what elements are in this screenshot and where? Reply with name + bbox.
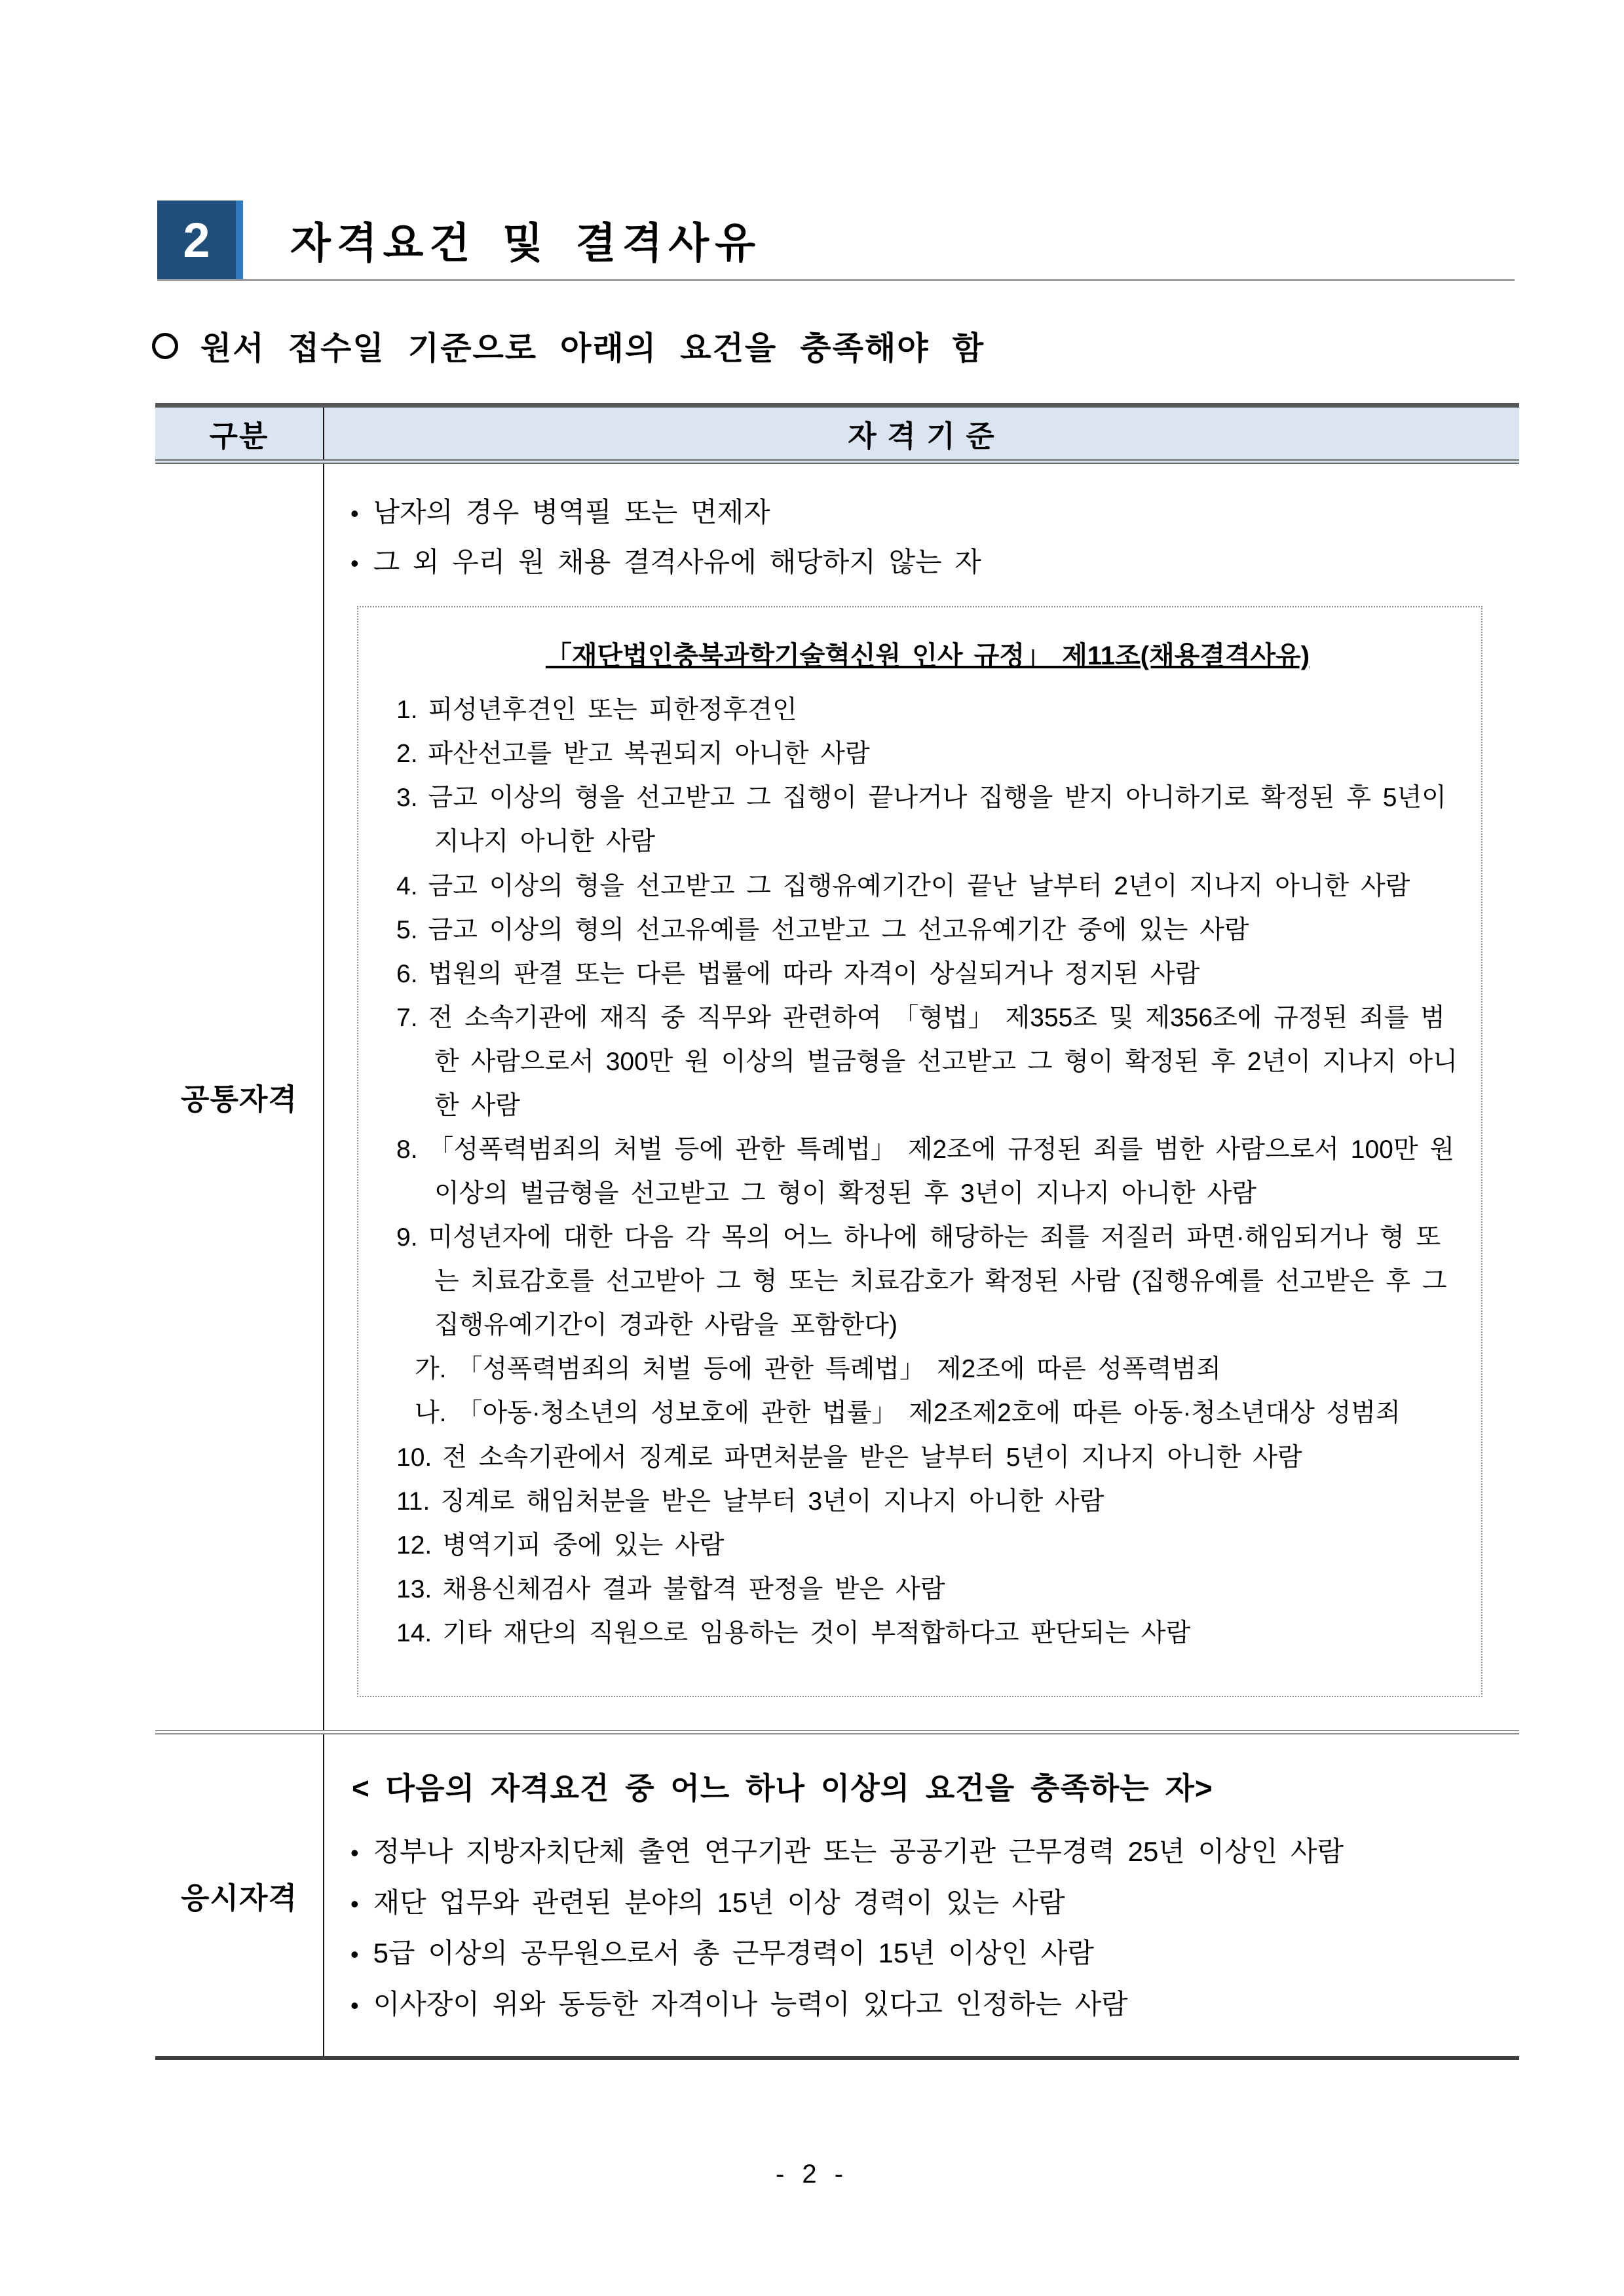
bullet-text: 정부나 지방자치단체 출연 연구기관 또는 공공기관 근무경력 25년 이상인 사람 (373, 1835, 1344, 1867)
bullet-text: 재단 업무와 관련된 분야의 15년 이상 경력이 있는 사람 (373, 1886, 1065, 1918)
list-item (348, 1826, 1501, 1877)
table-row-common-qualification (155, 464, 1519, 1734)
item-number: 가. (415, 1355, 447, 1384)
section-header (157, 201, 1515, 281)
item-text: 전 소속기관에 재직 중 직무와 관련하여 「형법」 제355조 및 제356조에 규정된 죄를 범한 사람으로서 300만 원 이상의 벌금형을 선고받고 그 형이 확정된 후 2년이 지나지 아니한 사람 (428, 1003, 1458, 1120)
section-number: 2 (183, 212, 210, 267)
application-qualification-content (324, 1734, 1519, 2056)
bullet-icon: • (350, 1839, 359, 1866)
list-item (348, 1928, 1501, 1979)
regulation-item (396, 1611, 1459, 1655)
regulation-item (396, 1215, 1459, 1347)
intro-line (152, 323, 1519, 369)
row-label-apply: 응시자격 (155, 1734, 324, 2056)
item-text: 「성폭력범죄의 처벌 등에 관한 특례법」 제2조에 따른 성폭력범죄 (457, 1355, 1221, 1384)
item-number: 나. (415, 1399, 447, 1428)
item-text: 기타 재단의 직원으로 임용하는 것이 부적합하다고 판단되는 사람 (442, 1618, 1191, 1647)
list-item (348, 537, 1501, 587)
bullet-text: 그 외 우리 원 채용 결격사유에 해당하지 않는 자 (373, 546, 981, 577)
row-label-common: 공통자격 (155, 464, 324, 1730)
regulation-box (357, 606, 1482, 1697)
item-number: 3. (396, 784, 418, 813)
regulation-item (396, 1436, 1459, 1480)
item-number: 12. (396, 1531, 432, 1559)
item-number: 1. (396, 696, 418, 725)
regulation-item (396, 952, 1459, 996)
bullet-text: 5급 이상의 공무원으로서 총 근무경력이 15년 이상인 사람 (373, 1938, 1094, 1969)
common-qualification-content (324, 464, 1519, 1730)
circle-bullet-icon (152, 333, 178, 359)
list-item (348, 1877, 1501, 1928)
table-header-row (155, 408, 1519, 464)
bullet-icon: • (350, 500, 359, 527)
item-text: 「성폭력범죄의 처벌 등에 관한 특례법」 제2조에 규정된 죄를 범한 사람으로서 100만 원 이상의 벌금형을 선고받고 그 형이 확정된 후 3년이 지나지 아니한 사람 (428, 1135, 1455, 1208)
bullet-icon: • (350, 1991, 359, 2019)
item-text: 징계로 해임처분을 받은 날부터 3년이 지나지 아니한 사람 (440, 1487, 1105, 1516)
regulation-item (396, 1128, 1459, 1215)
section-number-box (157, 201, 243, 279)
item-number: 8. (396, 1135, 418, 1164)
item-number: 14. (396, 1618, 432, 1647)
section-title: 자격요건 및 결격사유 (290, 220, 761, 267)
item-number: 5. (396, 915, 418, 944)
intro-text: 원서 접수일 기준으로 아래의 요건을 충족해야 함 (200, 329, 985, 367)
item-number: 7. (396, 1003, 418, 1032)
item-number: 2. (396, 740, 418, 769)
item-text: 금고 이상의 형의 선고유예를 선고받고 그 선고유예기간 중에 있는 사람 (428, 915, 1249, 944)
apply-heading: < 다음의 자격요건 중 어느 하나 이상의 요건을 충족하는 자> (352, 1770, 1213, 1805)
regulation-item (415, 1391, 1459, 1435)
item-number: 9. (396, 1223, 418, 1252)
item-text: 「아동·청소년의 성보호에 관한 법률」 제2조제2호에 따른 아동·청소년대상 성범죄 (457, 1399, 1401, 1428)
column-header-category: 구분 (155, 408, 324, 459)
item-number: 13. (396, 1575, 432, 1603)
item-number: 11. (396, 1487, 430, 1516)
item-text: 금고 이상의 형을 선고받고 그 집행유예기간이 끝난 날부터 2년이 지나지 아니한 사람 (428, 871, 1410, 900)
list-item (348, 1979, 1501, 2030)
bullet-icon: • (350, 549, 359, 577)
regulation-item-list (396, 688, 1459, 1655)
list-item (348, 488, 1501, 537)
bullet-icon: • (350, 1941, 359, 1968)
column-header-criteria: 자 격 기 준 (848, 419, 996, 453)
regulation-item (396, 776, 1459, 864)
bullet-icon: • (350, 1890, 359, 1917)
regulation-item (396, 1480, 1459, 1523)
item-text: 법원의 판결 또는 다른 법률에 따라 자격이 상실되거나 정지된 사람 (428, 959, 1200, 988)
item-number: 6. (396, 959, 418, 988)
regulation-item (396, 996, 1459, 1128)
bullet-text: 남자의 경우 병역필 또는 면제자 (373, 497, 770, 527)
page-number: - 2 - (775, 2160, 849, 2189)
regulation-title: 「재단법인충북과학기술혁신원 인사 규정」 제11조(채용결격사유) (545, 641, 1310, 671)
regulation-item (415, 1347, 1459, 1391)
item-text: 피성년후견인 또는 피한정후견인 (428, 696, 797, 725)
regulation-item (396, 908, 1459, 952)
regulation-item (396, 1567, 1459, 1611)
item-text: 파산선고를 받고 복권되지 아니한 사람 (428, 740, 870, 769)
item-number: 4. (396, 871, 418, 900)
item-number: 10. (396, 1443, 432, 1472)
item-text: 미성년자에 대한 다음 각 목의 어느 하나에 해당하는 죄를 저질러 파면·해임되거나 형 또는 치료감호를 선고받아 그 형 또는 치료감호가 확정된 사람 (집행유예를 선고받은 후 그 집행유예기간이 경과한 사람을 포함한다) (428, 1223, 1447, 1340)
apply-bullet-list (348, 1826, 1501, 2030)
item-text: 채용신체검사 결과 불합격 판정을 받은 사람 (442, 1575, 945, 1603)
table-row-application-qualification (155, 1734, 1519, 2056)
regulation-item (396, 1523, 1459, 1567)
regulation-item (396, 688, 1459, 732)
common-bullet-list (348, 488, 1501, 586)
item-text: 병역기피 중에 있는 사람 (442, 1531, 725, 1559)
bullet-text: 이사장이 위와 동등한 자격이나 능력이 있다고 인정하는 사람 (373, 1988, 1128, 2019)
qualification-table (155, 403, 1519, 2060)
regulation-item (396, 732, 1459, 776)
regulation-item (396, 864, 1459, 908)
item-text: 전 소속기관에서 징계로 파면처분을 받은 날부터 5년이 지나지 아니한 사람 (442, 1443, 1302, 1472)
item-text: 금고 이상의 형을 선고받고 그 집행이 끝나거나 집행을 받지 아니하기로 확정된 후 5년이 지나지 아니한 사람 (428, 784, 1446, 856)
